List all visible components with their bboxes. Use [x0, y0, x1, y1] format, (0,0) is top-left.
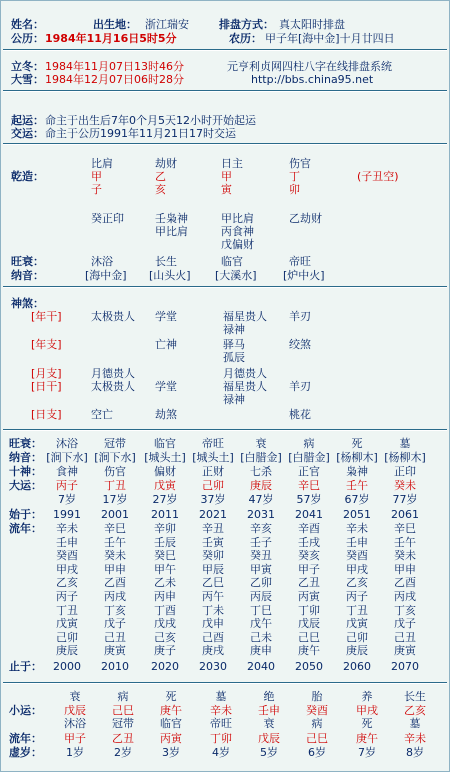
xiaoyun-liunian: 甲子	[64, 732, 86, 745]
xusui-age: 5岁	[260, 746, 278, 759]
xiaoyun-pillar: 壬申	[258, 704, 280, 717]
dayun-shishen: 正印	[394, 465, 416, 478]
dayun-liunian-year: 乙酉	[394, 576, 416, 590]
dayun-pillar: 丁丑	[104, 479, 126, 492]
dayun-age: 7岁	[58, 493, 76, 506]
pillar-nayin-label: 纳音：	[11, 269, 44, 282]
dayun-liunian-year: 甲戌	[346, 562, 368, 576]
dayun-liunian-year: 壬午	[394, 535, 416, 549]
dayun-liunian-year: 癸未	[394, 549, 416, 563]
dayun-liunian-year: 癸亥	[298, 549, 320, 563]
dayun-liunian-year: 丁卯	[298, 603, 320, 617]
dayun-wangshuai: 临官	[154, 437, 176, 450]
pillar-wangshuai: 临官	[221, 255, 243, 268]
dayun-liunian-year: 辛卯	[154, 522, 176, 535]
dayun-liunian-year: 乙巳	[202, 576, 224, 590]
dayun-liunian-year: 丁丑	[346, 603, 368, 617]
xusui-age: 8岁	[406, 746, 424, 759]
dayun-liunian-year: 乙亥	[56, 576, 78, 590]
daxue-label: 大雪：	[11, 73, 44, 86]
pillar-tengod: 伤官	[289, 157, 311, 170]
dayun-liunian-year: 己卯	[56, 630, 78, 644]
dayun-liunian-year: 壬寅	[202, 535, 224, 549]
dayun-liunian-year: 庚午	[298, 644, 320, 658]
dayun-liunian-year: 戊寅	[346, 617, 368, 631]
xiaoyun-wangshuai-top: 胎	[311, 690, 323, 703]
dayun-liunian-year: 己巳	[298, 630, 320, 644]
dayun-end-year: 2070	[391, 660, 419, 673]
dayun-liunian-year: 壬午	[104, 535, 126, 549]
lidong-label: 立冬：	[11, 60, 44, 73]
dayun-liunian-year: 戊辰	[298, 617, 320, 631]
dayun-shishen: 偏财	[154, 465, 176, 478]
dayun-shishen: 伤官	[104, 465, 126, 478]
pillar-stem: 乙	[155, 170, 166, 183]
divider	[3, 50, 447, 51]
dayun-age: 37岁	[200, 493, 226, 506]
dayun-liunian-year: 癸酉	[56, 549, 78, 563]
pillar-nayin: [山头火]	[149, 269, 191, 282]
xusui-label: 虚岁：	[9, 746, 42, 759]
dayun-end-label: 止于：	[9, 660, 42, 673]
dayun-start-year: 1991	[53, 508, 81, 521]
dayun-liunian-year: 辛未	[56, 522, 78, 535]
xiaoyun-wangshuai-bottom: 病	[311, 717, 323, 730]
shensha-star: 福星贵人	[223, 380, 267, 393]
name-label: 姓名：	[11, 18, 44, 31]
dayun-wangshuai: 死	[351, 437, 363, 450]
shensha-star: 桃花	[289, 408, 311, 421]
dayun-liunian-year: 己卯	[346, 630, 368, 644]
dayun-liunian-year: 乙酉	[104, 576, 126, 590]
xiaoyun-wangshuai-bottom: 沐浴	[64, 717, 86, 730]
shensha-star: 空亡	[91, 408, 113, 421]
dayun-end-year: 2040	[247, 660, 275, 673]
dayun-liunian-year: 己丑	[104, 630, 126, 644]
dayun-liunian-year: 癸酉	[346, 549, 368, 563]
shensha-star: 月德贵人	[91, 367, 135, 380]
site-title: 元亨利贞网四柱八字在线排盘系统	[227, 60, 392, 73]
dayun-wangshuai-label: 旺衰：	[9, 437, 42, 450]
pillar-hidden-stem: 甲比肩	[155, 225, 188, 238]
kongwang: (子丑空)	[357, 170, 399, 183]
jiaoyun-value: 命主于公历1991年11月21日17时交运	[45, 127, 236, 140]
dayun-nayin: [杨柳木]	[384, 451, 426, 464]
dayun-liunian-year: 丙子	[346, 590, 368, 603]
shensha-title: 神煞：	[11, 297, 44, 310]
shensha-star: 学堂	[155, 380, 177, 393]
pillar-branch: 卯	[289, 183, 300, 196]
pillar-hidden-stem: 癸正印	[91, 212, 124, 225]
dayun-age: 27岁	[152, 493, 178, 506]
dayun-label: 大运：	[9, 479, 42, 492]
solar-date: 1984年11月16日5时5分	[45, 32, 177, 45]
xiaoyun-pillar: 辛未	[210, 704, 232, 717]
dayun-liunian-year: 壬申	[346, 535, 368, 549]
daxue-value: 1984年12月07日06时28分	[45, 73, 184, 86]
dayun-liunian-year: 己未	[250, 630, 272, 644]
pillar-stem: 丁	[289, 170, 300, 183]
xiaoyun-wangshuai-top: 养	[361, 690, 373, 703]
dayun-liunian-year: 丁丑	[56, 603, 78, 617]
pillar-wangshuai-label: 旺衰：	[11, 255, 44, 268]
shensha-star: 福星贵人	[223, 310, 267, 323]
xiaoyun-liunian: 乙丑	[112, 732, 134, 745]
shensha-star: 驿马	[223, 338, 245, 351]
xusui-age: 1岁	[66, 746, 84, 759]
dayun-liunian-year: 戊戌	[154, 617, 176, 631]
shensha-star: 亡神	[155, 338, 177, 351]
shensha-star: 太极贵人	[91, 310, 135, 323]
pillar-branch: 寅	[221, 183, 232, 196]
shensha-row-label: [年支]	[31, 338, 62, 351]
dayun-wangshuai: 墓	[399, 437, 411, 450]
xiaoyun-liunian-label: 流年：	[9, 732, 42, 745]
dayun-end-year: 2050	[295, 660, 323, 673]
dayun-liunian-year: 丙寅	[298, 590, 320, 603]
solar-label: 公历：	[11, 32, 44, 45]
dayun-liunian-label: 流年：	[9, 522, 42, 535]
dayun-liunian-year: 辛酉	[298, 522, 320, 535]
dayun-liunian-year: 戊子	[394, 617, 416, 631]
dayun-liunian-year: 庚申	[250, 644, 272, 658]
dayun-wangshuai: 衰	[255, 437, 267, 450]
dayun-liunian-year: 丁亥	[104, 603, 126, 617]
divider	[3, 91, 447, 92]
qiyun-value: 命主于出生后7年0个月5天12小时开始起运	[45, 114, 256, 127]
dayun-liunian-year: 己亥	[154, 630, 176, 644]
dayun-start-year: 2021	[199, 508, 227, 521]
pillar-nayin: [海中金]	[85, 269, 127, 282]
dayun-wangshuai: 帝旺	[202, 437, 224, 450]
shensha-star: 绞煞	[289, 338, 311, 351]
dayun-liunian-year: 丁巳	[250, 603, 272, 617]
dayun-liunian-year: 丁亥	[394, 603, 416, 617]
dayun-liunian-year: 壬戌	[298, 535, 320, 549]
divider	[3, 683, 447, 684]
dayun-age: 47岁	[248, 493, 274, 506]
dayun-liunian-year: 辛丑	[202, 522, 224, 535]
dayun-liunian-year: 辛巳	[104, 522, 126, 535]
divider	[3, 430, 447, 431]
xiaoyun-wangshuai-top: 绝	[263, 690, 275, 703]
pillar-stem: 甲	[221, 170, 232, 183]
dayun-start-year: 2051	[343, 508, 371, 521]
dayun-age: 17岁	[102, 493, 128, 506]
method-label: 排盘方式：	[219, 18, 274, 31]
lidong-value: 1984年11月07日13时46分	[45, 60, 184, 73]
dayun-nayin: [杨柳木]	[336, 451, 378, 464]
xiaoyun-liunian: 庚午	[356, 732, 378, 745]
xiaoyun-wangshuai-bottom: 冠带	[112, 717, 134, 730]
xiaoyun-liunian: 丁卯	[210, 732, 232, 745]
dayun-liunian-year: 癸未	[104, 549, 126, 563]
dayun-liunian-year: 丙戌	[394, 590, 416, 603]
dayun-liunian-year: 戊申	[202, 617, 224, 631]
dayun-pillar: 庚辰	[250, 479, 272, 492]
qiyun-label: 起运：	[11, 114, 44, 127]
dayun-end-year: 2000	[53, 660, 81, 673]
xiaoyun-wangshuai-top: 死	[165, 690, 177, 703]
dayun-liunian-year: 戊寅	[56, 617, 78, 631]
jiaoyun-label: 交运：	[11, 127, 44, 140]
dayun-liunian-year: 庚辰	[56, 644, 78, 658]
dayun-wangshuai: 病	[303, 437, 315, 450]
dayun-nayin-label: 纳音：	[9, 451, 42, 464]
xiaoyun-wangshuai-top: 衰	[69, 690, 81, 703]
dayun-liunian-year: 己丑	[394, 630, 416, 644]
shensha-row-label: [年干]	[31, 310, 62, 323]
dayun-liunian-year: 乙丑	[298, 576, 320, 590]
dayun-liunian-year: 丙戌	[104, 590, 126, 603]
dayun-shishen: 正官	[298, 465, 320, 478]
pillar-tengod: 比肩	[91, 157, 113, 170]
dayun-start-year: 2031	[247, 508, 275, 521]
dayun-nayin: [涧下水]	[94, 451, 136, 464]
xusui-age: 2岁	[114, 746, 132, 759]
dayun-pillar: 戊寅	[154, 479, 176, 492]
pillar-tengod: 劫财	[155, 157, 177, 170]
pillar-branch: 子	[91, 183, 102, 196]
dayun-age: 57岁	[296, 493, 322, 506]
dayun-liunian-year: 己酉	[202, 630, 224, 644]
dayun-liunian-year: 辛巳	[394, 522, 416, 535]
dayun-liunian-year: 癸卯	[202, 549, 224, 563]
pillar-hidden-stem: 丙食神	[221, 225, 254, 238]
dayun-liunian-year: 庚寅	[104, 644, 126, 658]
birthplace-label: 出生地：	[93, 18, 137, 31]
dayun-liunian-year: 丁酉	[154, 603, 176, 617]
xiaoyun-liunian: 丙寅	[160, 732, 182, 745]
pillar-nayin: [大溪水]	[215, 269, 257, 282]
dayun-end-year: 2020	[151, 660, 179, 673]
xiaoyun-pillar: 癸酉	[306, 704, 328, 717]
shensha-star: 孤辰	[223, 351, 245, 364]
dayun-pillar: 辛巳	[298, 479, 320, 492]
dayun-liunian-year: 丁未	[202, 603, 224, 617]
birthplace-value: 浙江瑞安	[145, 18, 189, 31]
shensha-star: 羊刃	[289, 310, 311, 323]
dayun-start-year: 2011	[151, 508, 179, 521]
dayun-liunian-year: 丙申	[154, 590, 176, 603]
dayun-liunian-year: 乙未	[154, 576, 176, 590]
divider	[3, 287, 447, 288]
dayun-liunian-year: 庚辰	[346, 644, 368, 658]
pillar-wangshuai: 沐浴	[91, 255, 113, 268]
dayun-wangshuai: 沐浴	[56, 437, 78, 450]
xiaoyun-liunian: 戊辰	[258, 732, 280, 745]
shensha-star: 月德贵人	[223, 367, 267, 380]
xiaoyun-wangshuai-top: 病	[117, 690, 129, 703]
dayun-nayin: [白腊金]	[288, 451, 330, 464]
shensha-star: 禄神	[223, 393, 245, 406]
dayun-liunian-year: 庚戌	[202, 644, 224, 658]
shensha-row-label: [月支]	[31, 367, 62, 380]
pillar-tengod: 日主	[221, 157, 243, 170]
divider	[3, 144, 447, 145]
dayun-liunian-year: 戊午	[250, 617, 272, 631]
dayun-shishen: 枭神	[346, 465, 368, 478]
method-value: 真太阳时排盘	[279, 18, 345, 31]
dayun-age: 67岁	[344, 493, 370, 506]
dayun-shishen: 正财	[202, 465, 224, 478]
dayun-liunian-year: 壬辰	[154, 535, 176, 549]
xiaoyun-wangshuai-top: 长生	[404, 690, 426, 703]
xiaoyun-wangshuai-bottom: 帝旺	[210, 717, 232, 730]
xiaoyun-wangshuai-bottom: 死	[361, 717, 373, 730]
dayun-end-year: 2030	[199, 660, 227, 673]
dayun-liunian-year: 甲寅	[250, 562, 272, 576]
shensha-star: 羊刃	[289, 380, 311, 393]
xiaoyun-wangshuai-bottom: 临官	[160, 717, 182, 730]
dayun-start-year: 2001	[101, 508, 129, 521]
pillar-wangshuai: 帝旺	[289, 255, 311, 268]
xiaoyun-pillar: 乙亥	[404, 704, 426, 717]
dayun-liunian-year: 乙卯	[250, 576, 272, 590]
xiaoyun-liunian: 辛未	[404, 732, 426, 745]
dayun-liunian-year: 丙子	[56, 590, 78, 603]
xiaoyun-pillar: 庚午	[160, 704, 182, 717]
dayun-pillar: 己卯	[202, 479, 224, 492]
dayun-end-year: 2060	[343, 660, 371, 673]
dayun-liunian-year: 甲子	[298, 562, 320, 576]
xiaoyun-wangshuai-bottom: 衰	[263, 717, 275, 730]
xiaoyun-liunian: 己巳	[306, 732, 328, 745]
lunar-date: 甲子年[海中金]十月廿四日	[265, 32, 395, 45]
dayun-liunian-year: 庚子	[154, 644, 176, 658]
shensha-star: 劫煞	[155, 408, 177, 421]
shensha-row-label: [日干]	[31, 380, 62, 393]
dayun-liunian-year: 壬申	[56, 535, 78, 549]
shensha-star: 太极贵人	[91, 380, 135, 393]
pillar-branch: 亥	[155, 183, 166, 196]
dayun-liunian-year: 辛亥	[250, 522, 272, 535]
pillar-hidden-stem: 壬枭神	[155, 212, 188, 225]
xiaoyun-wangshuai-bottom: 墓	[409, 717, 421, 730]
xiaoyun-label: 小运：	[9, 704, 42, 717]
dayun-nayin: [城头土]	[144, 451, 186, 464]
dayun-pillar: 丙子	[56, 479, 78, 492]
pillar-nayin: [炉中火]	[283, 269, 325, 282]
xiaoyun-wangshuai-top: 墓	[215, 690, 227, 703]
xiaoyun-pillar: 戊辰	[64, 704, 86, 717]
pillar-hidden-stem: 戊偏财	[221, 238, 254, 251]
xusui-age: 4岁	[212, 746, 230, 759]
dayun-liunian-year: 丙午	[202, 590, 224, 603]
dayun-start-label: 始于：	[9, 508, 42, 521]
pillar-stem: 甲	[91, 170, 102, 183]
dayun-wangshuai: 冠带	[104, 437, 126, 450]
dayun-liunian-year: 甲辰	[202, 562, 224, 576]
pillar-hidden-stem: 乙劫财	[289, 212, 322, 225]
dayun-shishen: 七杀	[250, 465, 272, 478]
xiaoyun-pillar: 甲戌	[356, 704, 378, 717]
shensha-row-label: [日支]	[31, 408, 62, 421]
dayun-shishen: 食神	[56, 465, 78, 478]
dayun-shishen-label: 十神：	[9, 465, 42, 478]
dayun-age: 77岁	[392, 493, 418, 506]
dayun-nayin: [白腊金]	[240, 451, 282, 464]
dayun-liunian-year: 甲申	[394, 562, 416, 576]
dayun-liunian-year: 癸丑	[250, 549, 272, 563]
xusui-age: 6岁	[308, 746, 326, 759]
dayun-nayin: [城头土]	[192, 451, 234, 464]
dayun-liunian-year: 辛未	[346, 522, 368, 535]
dayun-liunian-year: 癸巳	[154, 549, 176, 563]
dayun-liunian-year: 甲戌	[56, 562, 78, 576]
dayun-end-year: 2010	[101, 660, 129, 673]
dayun-start-year: 2061	[391, 508, 419, 521]
dayun-liunian-year: 丙辰	[250, 590, 272, 603]
xiaoyun-pillar: 己巳	[112, 704, 134, 717]
xusui-age: 3岁	[162, 746, 180, 759]
dayun-pillar: 壬午	[346, 479, 368, 492]
dayun-liunian-year: 甲申	[104, 562, 126, 576]
site-url-link[interactable]: http://bbs.china95.net	[251, 73, 374, 86]
dayun-liunian-year: 壬子	[250, 535, 272, 549]
lunar-label: 农历：	[229, 32, 262, 45]
dayun-start-year: 2041	[295, 508, 323, 521]
dayun-liunian-year: 庚寅	[394, 644, 416, 658]
dayun-liunian-year: 戊子	[104, 617, 126, 631]
dayun-liunian-year: 乙亥	[346, 576, 368, 590]
shensha-star: 禄神	[223, 323, 245, 336]
dayun-pillar: 癸未	[394, 479, 416, 492]
dayun-nayin: [涧下水]	[46, 451, 88, 464]
pillar-hidden-stem: 甲比肩	[221, 212, 254, 225]
pillar-wangshuai: 长生	[155, 255, 177, 268]
shensha-star: 学堂	[155, 310, 177, 323]
dayun-liunian-year: 甲午	[154, 562, 176, 576]
qianzao-label: 乾造：	[11, 170, 44, 183]
xusui-age: 7岁	[358, 746, 376, 759]
